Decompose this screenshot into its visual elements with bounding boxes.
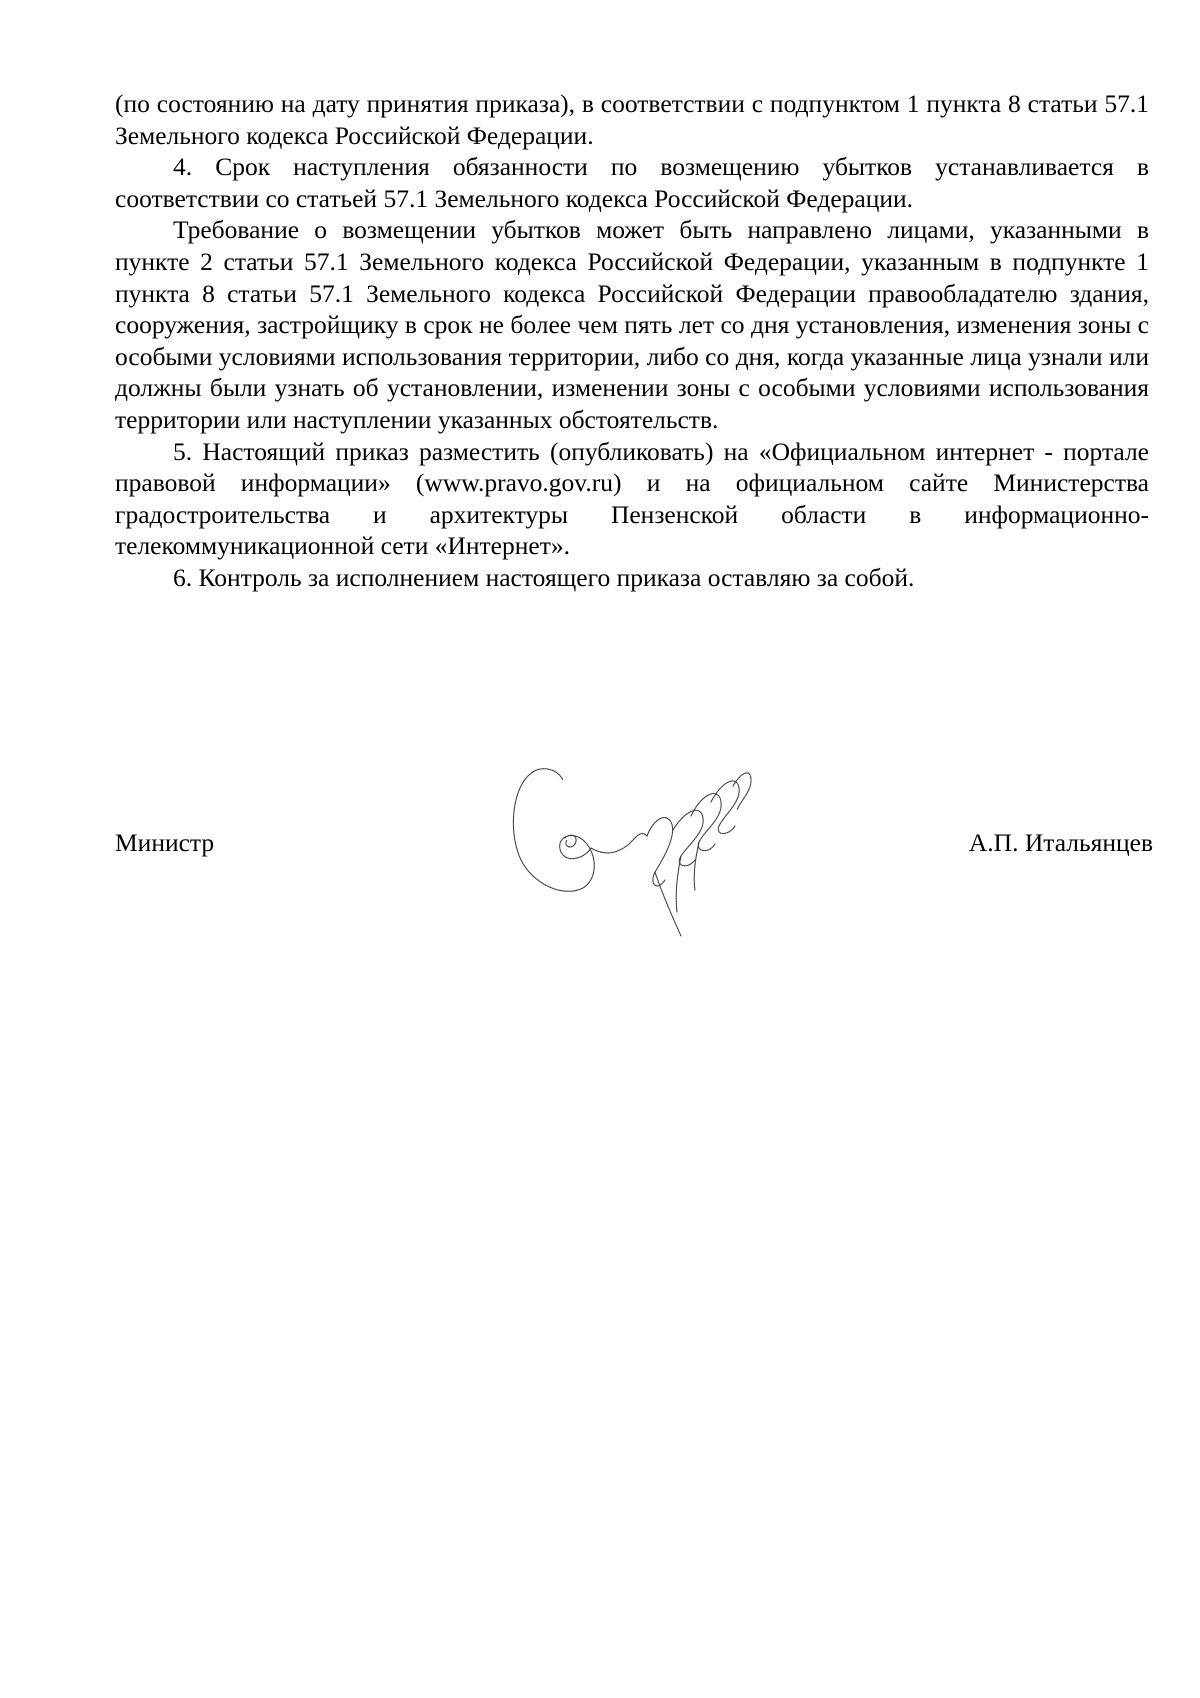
document-body [115,88,1149,594]
paragraph-continuation: (по состоянию на дату принятия приказа), в соответствии с подпунктом 1 пункта 8 статьи 57.1 Земельного кодекса Российской Федерации. [115,89,1149,150]
signatory-name: А.П. Итальянцев [968,828,1153,857]
paragraph-claim-requirement: Требование о возмещении убытков может быть направлено лицами, указанными в пункте 2 статьи 57.1 Земельного кодекса Российской Федерации, указанным в подпункте 1 пункта 8 статьи 57.1 Земельного кодекса Российской Федерации правообладателю здания, сооружения, застройщику в срок не более чем пять лет со дня установления, изменения зоны с особыми условиями использования территории, либо со дня, когда указанные лица узнали или должны были узнать об установлении, изменении зоны с особыми условиями использования территории или наступлении указанных обстоятельств. [115,215,1149,434]
paragraph-item-4: 4. Срок наступления обязанности по возмещению убытков устанавливается в соответствии со статьей 57.1 Земельного кодекса Российской Федерации. [115,152,1149,213]
paragraph-item-5: 5. Настоящий приказ разместить (опубликовать) на «Официальном интернет - портале правовой информации» (www.pravo.gov.ru) и на официальном сайте Министерства градостроительства и архитектуры Пензенской области в информационно-телекоммуникационной сети «Интернет». [115,436,1149,561]
signatory-title: Министр [115,828,215,857]
handwritten-signature [505,760,775,940]
paragraph-item-6: 6. Контроль за исполнением настоящего приказа оставляю за собой. [173,562,915,592]
